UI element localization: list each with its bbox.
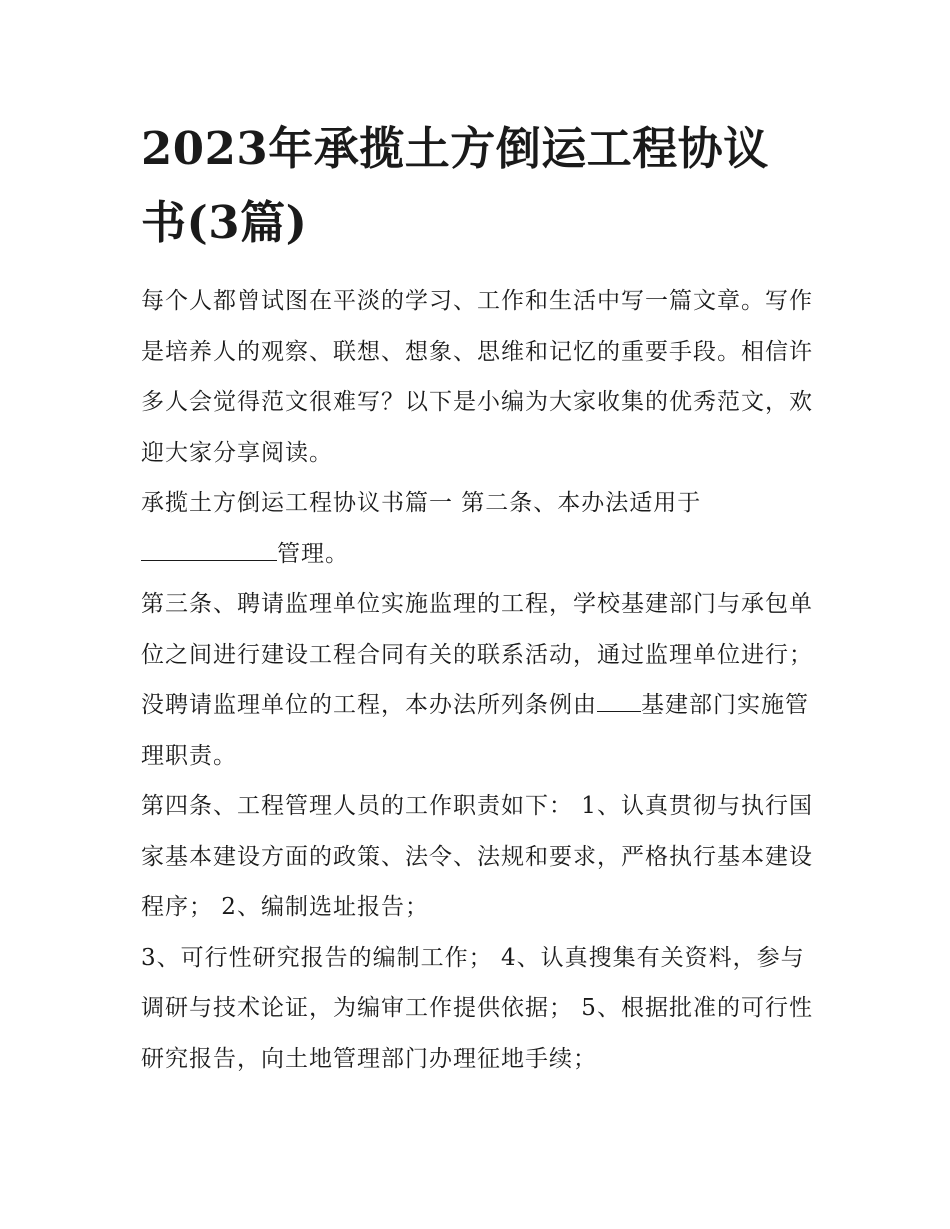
paragraph-article-2-text: 承揽土方倒运工程协议书篇一 第二条、本办法适用于 xyxy=(141,490,702,516)
document-page xyxy=(141,112,813,1084)
intro-paragraph: 每个人都曾试图在平淡的学习、工作和生活中写一篇文章。写作是培养人的观察、联想、想象、思维和记忆的重要手段。相信许多人会觉得范文很难写？以下是小编为大家收集的优秀范文，欢迎大家分享阅读。 xyxy=(141,288,813,466)
paragraph-article-2-suffix: 管理。 xyxy=(277,540,349,567)
paragraph-duties-list: 3、可行性研究报告的编制工作； 4、认真搜集有关资料，参与调研与技术论证，为编审工作提供依据； 5、根据批准的可行性研究报告，向土地管理部门办理征地手续； xyxy=(141,944,813,1072)
fill-in-blank xyxy=(597,693,641,712)
paragraph-article-3 xyxy=(141,579,813,781)
paragraph-article-3-text: 第三条、聘请监理单位实施监理的工程，学校基建部门与承包单位之间进行建设工程合同有关的联系活动，通过监理单位进行；没聘请监理单位的工程，本办法所列条例由 xyxy=(141,591,813,718)
paragraph-article-3-suffix: 基建部门实施管理职责。 xyxy=(141,692,809,769)
paragraph-article-2 xyxy=(141,478,813,579)
fill-in-blank xyxy=(141,542,277,561)
paragraph-article-4: 第四条、工程管理人员的工作职责如下： 1、认真贯彻与执行国家基本建设方面的政策、法令、法规和要求，严格执行基本建设程序； 2、编制选址报告； xyxy=(141,793,813,920)
document-title: 2023年承揽土方倒运工程协议书(3篇) xyxy=(141,122,769,249)
